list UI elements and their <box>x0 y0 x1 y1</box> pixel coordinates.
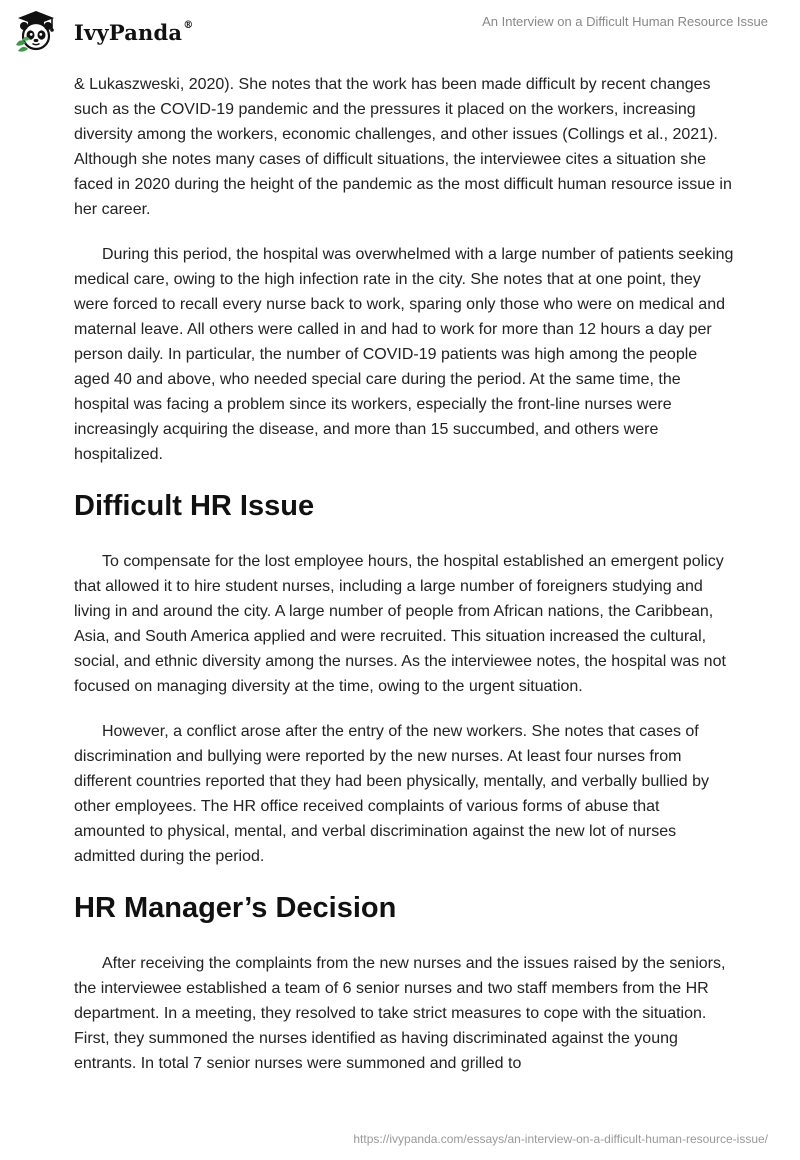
essay-content <box>74 72 734 1096</box>
paragraph-1: & Lukaszweski, 2020). She notes that the work has been made difficult by recent changes such as the COVID-19 pandemic and the pressures it placed on the workers, increasing diversity among the workers, economic challenges, and other issues (Collings et al., 2021). Although she notes many cases of difficult situations, the interviewee cites a situation she faced in 2020 during the height of the pandemic as the most difficult human resource issue in her career. <box>74 76 732 218</box>
document-title: An Interview on a Difficult Human Resource Issue <box>482 14 768 29</box>
paragraph-4: However, a conflict arose after the entry of the new workers. She notes that cases of discrimination and bullying were reported by the new nurses. At least four nurses from different countries reported that they had been physically, mentally, and verbally bullied by other employees. The HR office received complaints of various forms of abuse that amounted to physical, mental, and verbal discrimination against the new lot of nurses admitted during the period. <box>74 723 710 865</box>
paragraph-5: After receiving the complaints from the new nurses and the issues raised by the seniors, the interviewee established a team of 6 senior nurses and two staff members from the HR department. In a meeting, they resolved to take strict measures to cope with the situation. First, they summoned the nurses identified as having discriminated against the young entrants. In total 7 senior nurses were summoned and grilled to <box>74 955 726 1072</box>
logo-wordmark: IvyPanda® <box>74 19 194 45</box>
heading-hr-managers-decision: HR Manager’s Decision <box>74 892 397 924</box>
source-url-link[interactable]: https://ivypanda.com/essays/an-interview-on-a-difficult-human-resource-issue/ <box>353 1132 768 1146</box>
panda-graduate-icon <box>14 9 64 53</box>
page-header <box>0 0 800 60</box>
paragraph-2: During this period, the hospital was overwhelmed with a large number of patients seeking medical care, owing to the high infection rate in the city. She notes that at one point, they were forced to recall every nurse back to work, sparing only those who were on medical and maternal leave. All others were called in and had to work for more than 12 hours a day per person daily. In particular, the number of COVID-19 patients was high among the people aged 40 and above, who needed special care during the period. At the same time, the hospital was facing a problem since its workers, especially the front-line nurses were increasingly acquiring the disease, and more than 15 succumbed, and others were hospitalized. <box>74 246 734 463</box>
ivypanda-logo[interactable] <box>14 8 204 54</box>
heading-difficult-hr-issue: Difficult HR Issue <box>74 490 315 522</box>
paragraph-3: To compensate for the lost employee hours, the hospital established an emergent policy that allowed it to hire student nurses, including a large number of foreigners studying and living in and around the city. A large number of people from African nations, the Caribbean, Asia, and South America applied and were recruited. This situation increased the cultural, social, and ethnic diversity among the nurses. As the interviewee notes, the hospital was not focused on managing diversity at the time, owing to the urgent situation. <box>74 553 726 695</box>
